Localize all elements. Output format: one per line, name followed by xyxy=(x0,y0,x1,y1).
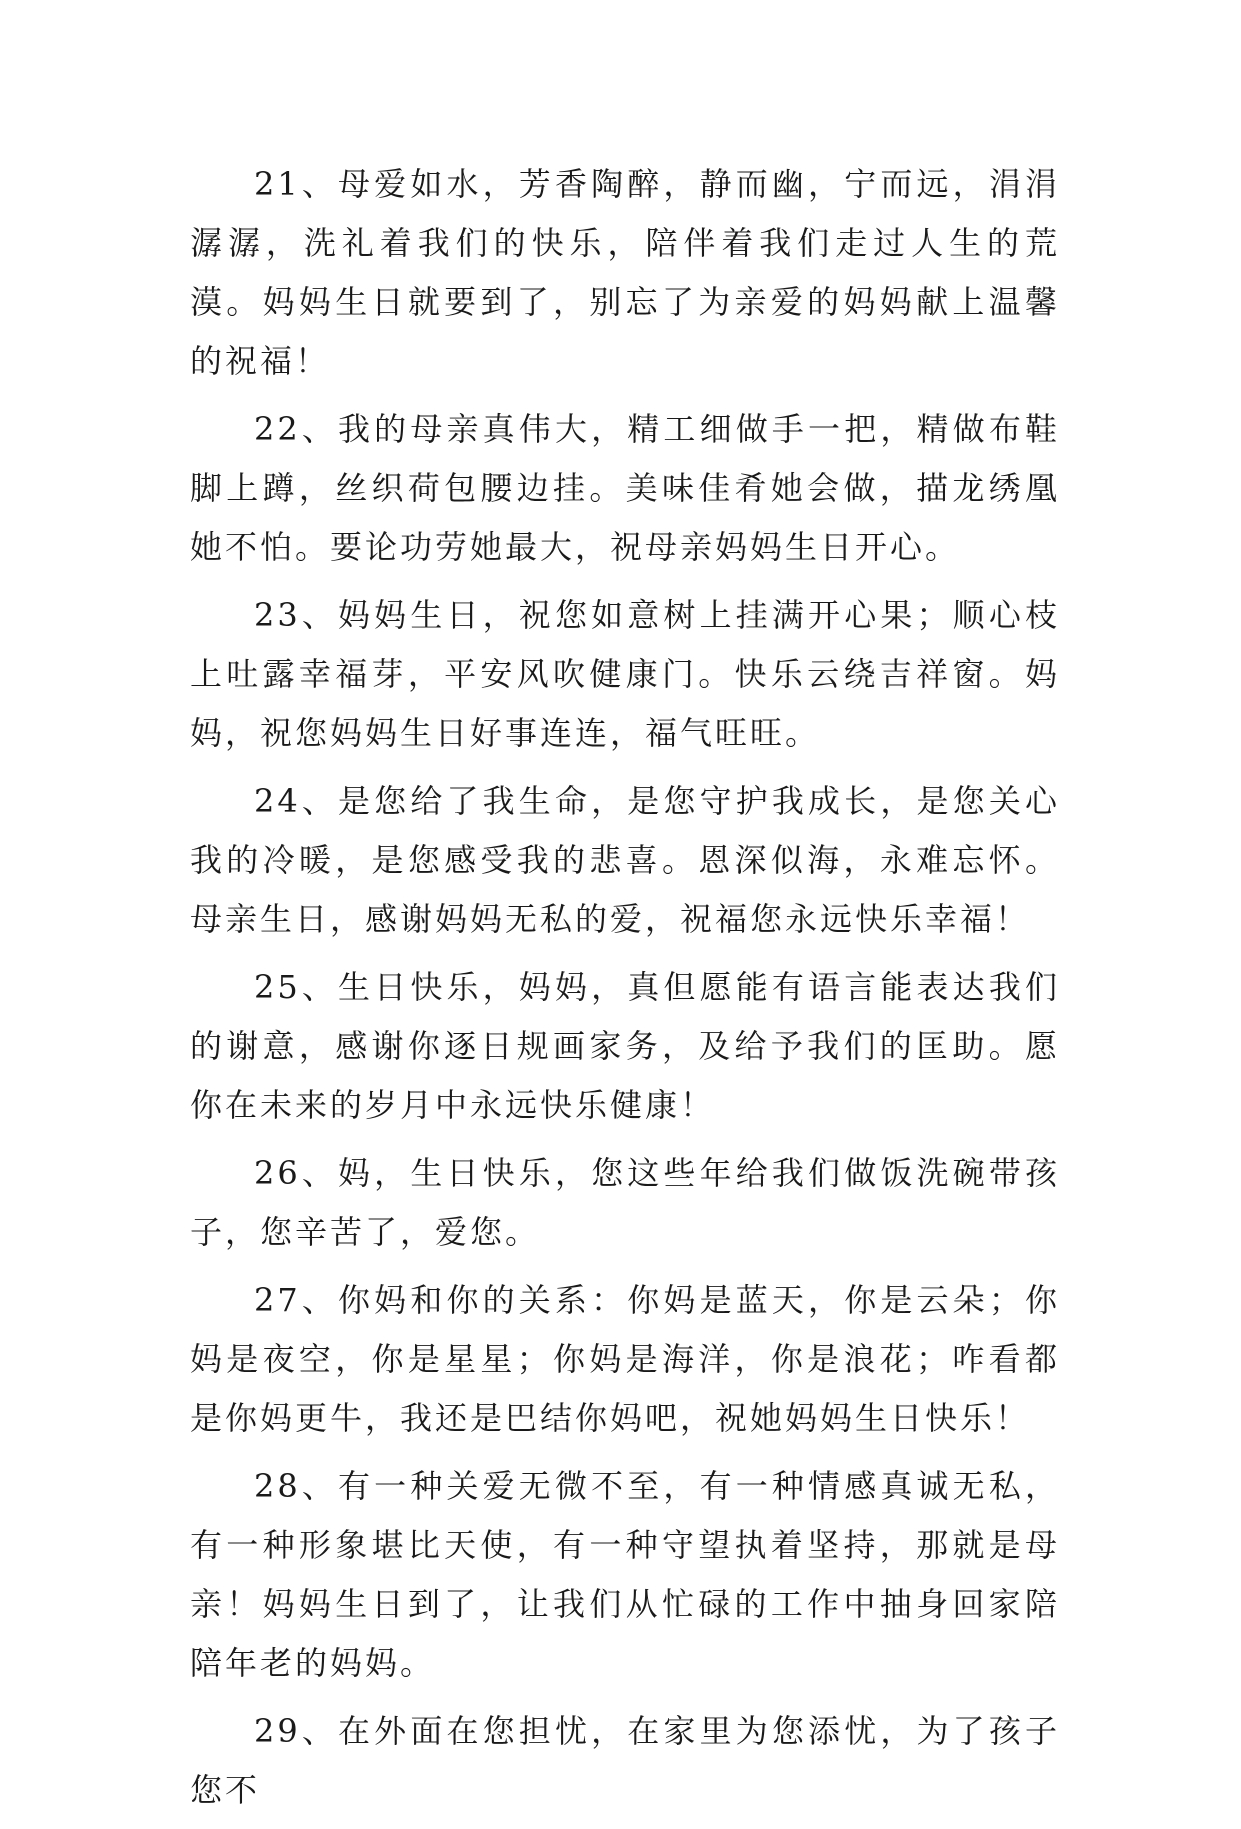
paragraph-29: 29、在外面在您担忧，在家里为您添忧，为了孩子您不 xyxy=(190,1712,1060,1809)
paragraph-21: 21、母爱如水，芳香陶醉，静而幽，宁而远，涓涓潺潺，洗礼着我们的快乐，陪伴着我们走过人生的荒漠。妈妈生日就要到了，别忘了为亲爱的妈妈献上温馨的祝福！ xyxy=(190,165,1060,380)
document-body xyxy=(190,155,1060,1829)
paragraph-22: 22、我的母亲真伟大，精工细做手一把，精做布鞋脚上蹲，丝织荷包腰边挂。美味佳肴她会做，描龙绣凰她不怕。要论功劳她最大，祝母亲妈妈生日开心。 xyxy=(190,410,1060,566)
paragraph-24: 24、是您给了我生命，是您守护我成长，是您关心我的冷暖，是您感受我的悲喜。恩深似海，永难忘怀。母亲生日，感谢妈妈无私的爱，祝福您永远快乐幸福！ xyxy=(190,782,1060,938)
paragraph-23: 23、妈妈生日，祝您如意树上挂满开心果；顺心枝上吐露幸福芽，平安风吹健康门。快乐云绕吉祥窗。妈妈，祝您妈妈生日好事连连，福气旺旺。 xyxy=(190,596,1060,752)
paragraph-27: 27、你妈和你的关系：你妈是蓝天，你是云朵；你妈是夜空，你是星星；你妈是海洋，你是浪花；咋看都是你妈更牛，我还是巴结你妈吧，祝她妈妈生日快乐！ xyxy=(190,1281,1060,1437)
paragraph-28: 28、有一种关爱无微不至，有一种情感真诚无私，有一种形象堪比天使，有一种守望执着坚持，那就是母亲！妈妈生日到了，让我们从忙碌的工作中抽身回家陪陪年老的妈妈。 xyxy=(190,1467,1060,1682)
paragraph-26: 26、妈，生日快乐，您这些年给我们做饭洗碗带孩子，您辛苦了，爱您。 xyxy=(190,1154,1060,1251)
paragraph-25: 25、生日快乐，妈妈，真但愿能有语言能表达我们的谢意，感谢你逐日规画家务，及给予我们的匡助。愿你在未来的岁月中永远快乐健康！ xyxy=(190,968,1060,1124)
